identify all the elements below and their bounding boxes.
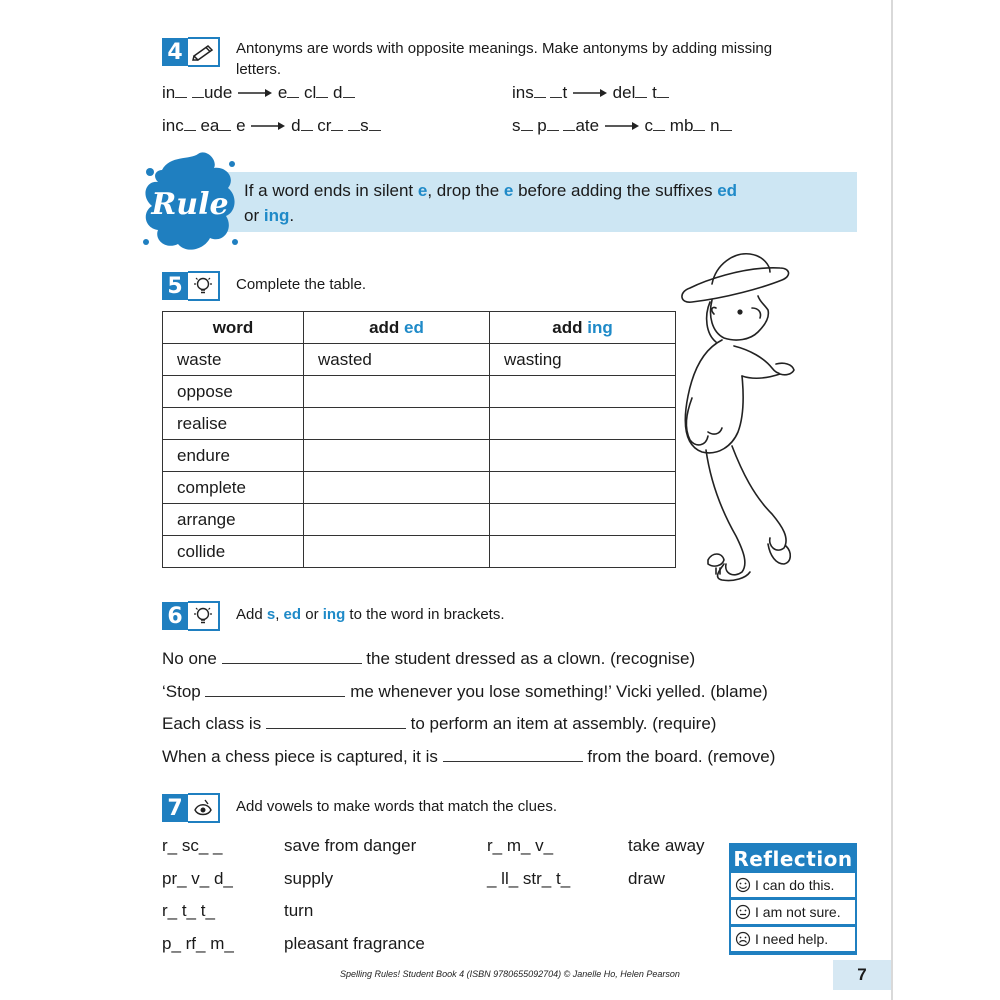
sentence-4: When a chess piece is captured, it is from the board. (remove) [162, 747, 776, 766]
task-4-instruction [236, 38, 826, 80]
table-row [163, 408, 676, 440]
cell-add-ed[interactable] [304, 504, 490, 536]
suffix-table [162, 311, 676, 568]
vowel-clue-6: draw [628, 869, 665, 888]
task-5-badge [162, 271, 220, 301]
cell-word: realise [163, 408, 304, 440]
cell-word: collide [163, 536, 304, 568]
header-add-ed: add ed [304, 312, 490, 344]
arrow-icon [237, 88, 273, 98]
cell-word: oppose [163, 376, 304, 408]
table-row [163, 504, 676, 536]
arrow-icon [572, 88, 608, 98]
table-row [163, 440, 676, 472]
sentence-2: ‘Stop me whenever you lose something!’ Vicki yelled. (blame) [162, 682, 768, 701]
cell-add-ed[interactable] [304, 472, 490, 504]
vowel-clue-4: pleasant fragrance [284, 934, 425, 953]
pencil-icon [188, 37, 220, 67]
instruction-line-2: letters. [236, 61, 282, 78]
vowel-word-5: r_ m_ v_ [487, 836, 554, 855]
reflection-option-can[interactable]: I can do this. [731, 873, 855, 897]
task-6-instruction: Add s, ed or ing to the word in brackets. [236, 606, 505, 623]
arrow-icon [250, 121, 286, 131]
vowel-clue-2: supply [284, 869, 334, 888]
table-row [163, 536, 676, 568]
answer-blank[interactable] [443, 747, 583, 762]
cell-word: waste [163, 344, 304, 376]
lightbulb-icon [188, 271, 220, 301]
vowel-clue-3: turn [284, 901, 314, 920]
task-6-badge [162, 601, 220, 631]
vowel-clue-5: take away [628, 836, 705, 855]
footer-citation: Spelling Rules! Student Book 4 (ISBN 9780655092704) © Janelle Ho, Helen Pearson [340, 969, 680, 979]
vowel-word-4: p_ rf_ m_ [162, 934, 234, 953]
antonym-item-4: s p ate c mb n [512, 116, 732, 136]
task-7-instruction: Add vowels to make words that match the clues. [236, 798, 557, 815]
answer-blank[interactable] [266, 714, 406, 729]
sentence-3: Each class is to perform an item at assembly. (require) [162, 714, 717, 733]
task-4-badge [162, 37, 220, 67]
cell-word: complete [163, 472, 304, 504]
antonym-item-2: ins t del t [512, 83, 669, 103]
header-add-ing: add ing [490, 312, 676, 344]
answer-blank[interactable] [222, 649, 362, 664]
cell-word: arrange [163, 504, 304, 536]
antonym-item-3: inc ea e d cr s [162, 116, 381, 136]
neutral-face-icon [731, 901, 755, 923]
header-word: word [163, 312, 304, 344]
cell-add-ed[interactable]: wasted [304, 344, 490, 376]
cell-add-ing[interactable] [490, 376, 676, 408]
task-5-instruction: Complete the table. [236, 276, 367, 293]
reflection-box [729, 843, 857, 955]
reflection-option-help[interactable]: I need help. [731, 927, 855, 951]
vowel-word-3: r_ t_ t_ [162, 901, 215, 920]
sentence-1: No one the student dressed as a clown. (recognise) [162, 649, 696, 668]
cell-add-ed[interactable] [304, 376, 490, 408]
lightbulb-icon [188, 601, 220, 631]
cell-add-ed[interactable] [304, 440, 490, 472]
table-row [163, 376, 676, 408]
task-number: 6 [162, 602, 188, 630]
cell-add-ing[interactable] [490, 472, 676, 504]
cell-add-ing[interactable] [490, 504, 676, 536]
cell-add-ing[interactable]: wasting [490, 344, 676, 376]
student-illustration [672, 246, 802, 584]
vowel-word-6: _ ll_ str_ t_ [487, 869, 571, 888]
task-number: 4 [162, 38, 188, 66]
rule-text: If a word ends in silent e, drop the e before adding the suffixes ed or ing. [244, 181, 738, 225]
reflection-title: Reflection [733, 847, 853, 871]
table-row [163, 472, 676, 504]
vowel-word-1: r_ sc_ _ [162, 836, 223, 855]
instruction-line-1: Antonyms are words with opposite meanings. Make antonyms by adding missing [236, 40, 773, 57]
vowel-clue-1: save from danger [284, 836, 417, 855]
sad-face-icon [731, 928, 755, 950]
happy-face-icon [731, 874, 755, 896]
vowel-word-2: pr_ v_ d_ [162, 869, 233, 888]
task-7-badge [162, 793, 220, 823]
cell-add-ed[interactable] [304, 536, 490, 568]
answer-blank[interactable] [205, 682, 345, 697]
table-header-row [163, 312, 676, 344]
cell-add-ing[interactable] [490, 408, 676, 440]
page-number: 7 [833, 960, 891, 990]
task-number: 5 [162, 272, 188, 300]
cell-add-ed[interactable] [304, 408, 490, 440]
reflection-option-unsure[interactable]: I am not sure. [731, 900, 855, 924]
antonym-item-1: in ude e cl d [162, 83, 355, 103]
table-row [163, 344, 676, 376]
rule-splash-icon [140, 150, 240, 255]
cell-add-ing[interactable] [490, 536, 676, 568]
task-number: 7 [162, 794, 188, 822]
page-edge [891, 0, 893, 1000]
arrow-icon [604, 121, 640, 131]
cell-word: endure [163, 440, 304, 472]
cell-add-ing[interactable] [490, 440, 676, 472]
rule-badge-text: Rule [151, 187, 229, 222]
eye-icon [188, 793, 220, 823]
